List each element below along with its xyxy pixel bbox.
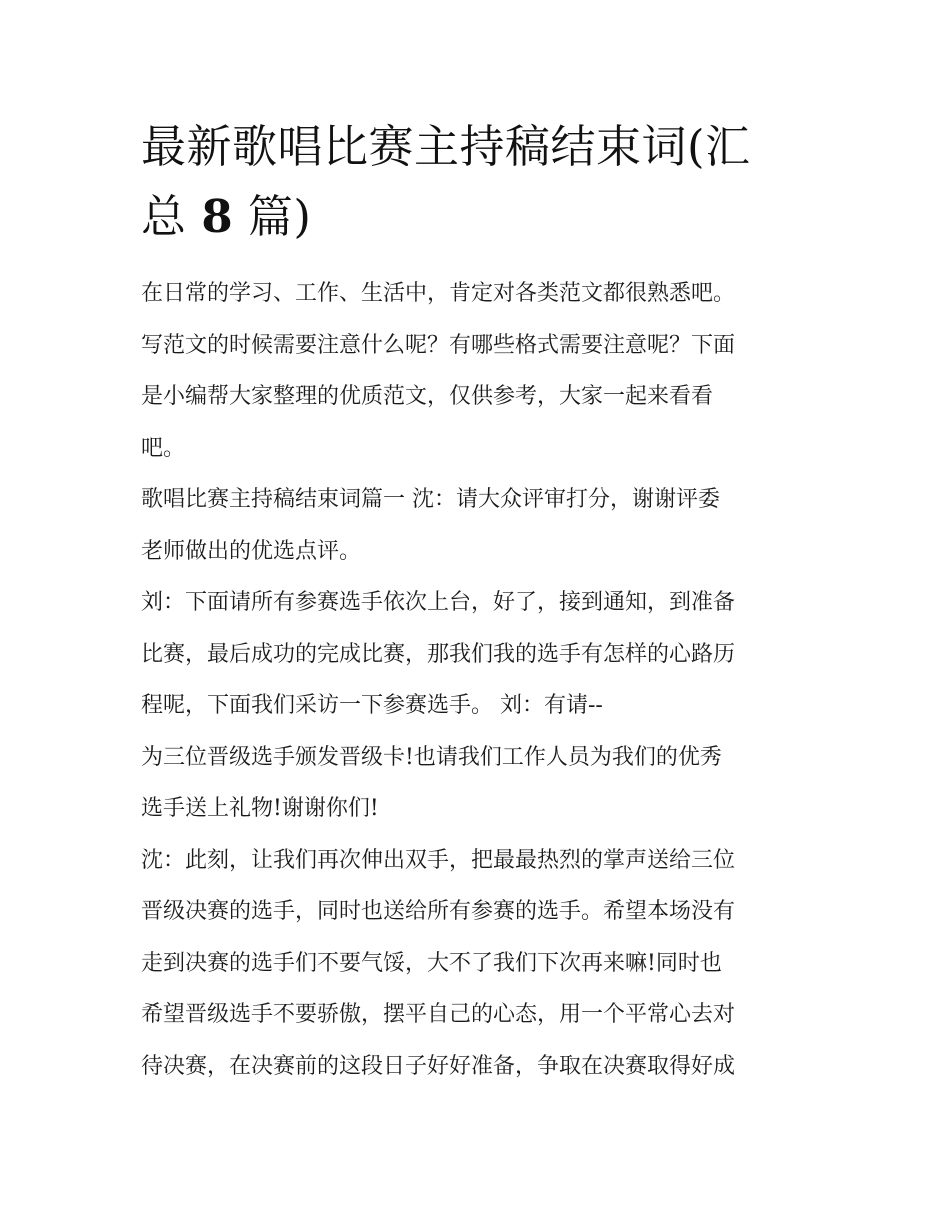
paragraph-section-one: 歌唱比赛主持稿结束词篇一 沈：请大众评审打分，谢谢评委 老师做出的优选点评。 [141,487,720,564]
paragraph-liu-interview: 刘：下面请所有参赛选手依次上台，好了，接到通知，到准备 比赛，最后成功的完成比赛，那我们我的选手有怎样的心路历 程呢，下面我们采访一下参赛选手。 刘：有请-- [141,590,736,718]
document-body [141,268,813,1092]
paragraph-award-cards: 为三位晋级选手颁发晋级卡!也请我们工作人员为我们的优秀 选手送上礼物!谢谢你们! [141,744,722,821]
paragraph-shen-closing: 沈：此刻，让我们再次伸出双手，把最最热烈的掌声送给三位 晋级决赛的选手，同时也送给所有参赛的选手。希望本场没有 走到决赛的选手们不要气馁，大不了我们下次再来嘛!同时也 希望晋级选手不要骄傲，摆平自己的心态，用一个平常心去对 待决赛，在决赛前的这段日子好好准备，争取在决赛取得好成 [141,847,736,1079]
title-number: 8 [201,190,234,243]
intro-paragraph: 在日常的学习、工作、生活中，肯定对各类范文都很熟悉吧。 写范文的时候需要注意什么呢？有哪些格式需要注意呢？下面 是小编帮大家整理的优质范文，仅供参考，大家一起来看看 吧。 [141,281,736,461]
document-title [141,112,813,252]
title-text-part2: 篇) [233,190,312,243]
title-text-part1: 最新歌唱比赛主持稿结束词(汇 总 [141,120,751,243]
document-content [141,112,813,1092]
